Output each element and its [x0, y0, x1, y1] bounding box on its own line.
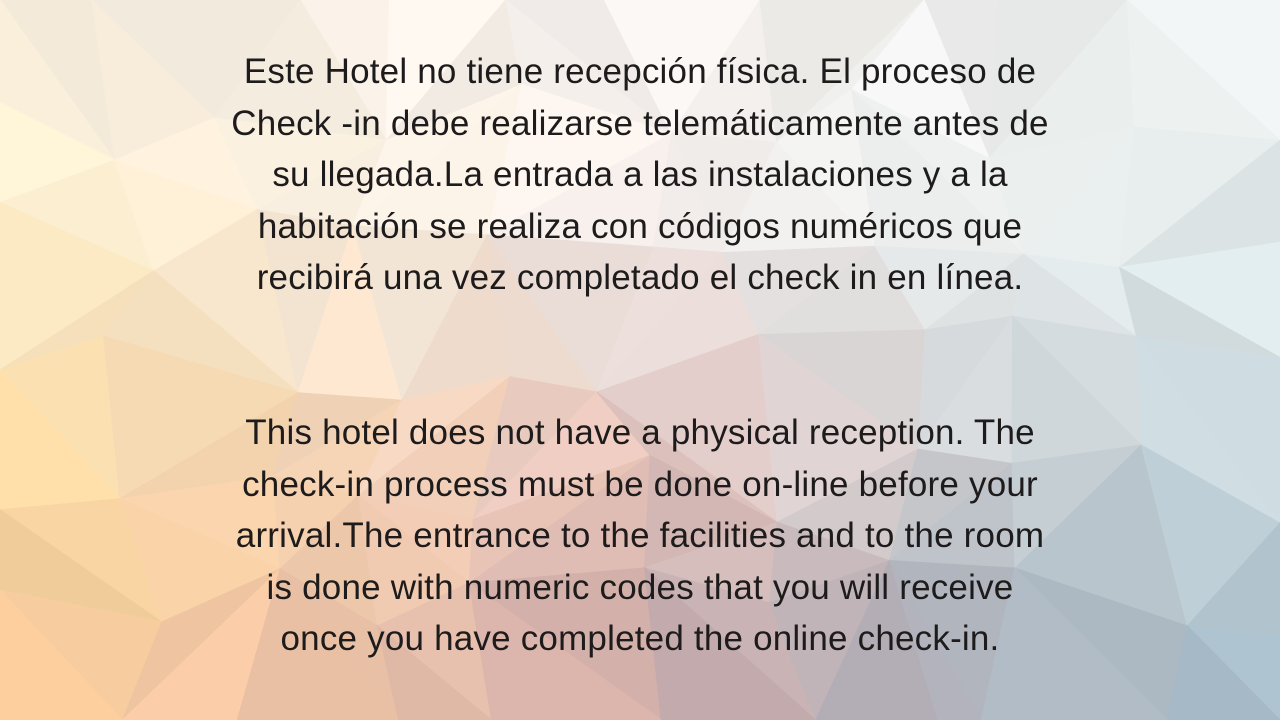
text-line: recibirá una vez completado el check in en línea. — [256, 258, 1024, 297]
text-line: is done with numeric codes that you will receive — [266, 567, 1014, 607]
text-line: check-in process must be done on-line before your — [242, 464, 1038, 504]
text-line: once you have completed the online check-in. — [280, 619, 1000, 658]
english-paragraph — [0, 407, 1280, 665]
text-line: arrival.The entrance to the facilities and to the room — [235, 516, 1045, 555]
text-line: Check -in debe realizarse telemáticamente antes de — [231, 103, 1049, 143]
text-line: This hotel does not have a physical reception. The — [245, 413, 1035, 452]
text-line: habitación se realiza con códigos numéricos que — [257, 206, 1023, 246]
spanish-paragraph — [0, 46, 1280, 304]
text-line: su llegada.La entrada a las instalaciones y a la — [272, 155, 1008, 194]
text-line: Este Hotel no tiene recepción física. El proceso de — [243, 52, 1037, 91]
